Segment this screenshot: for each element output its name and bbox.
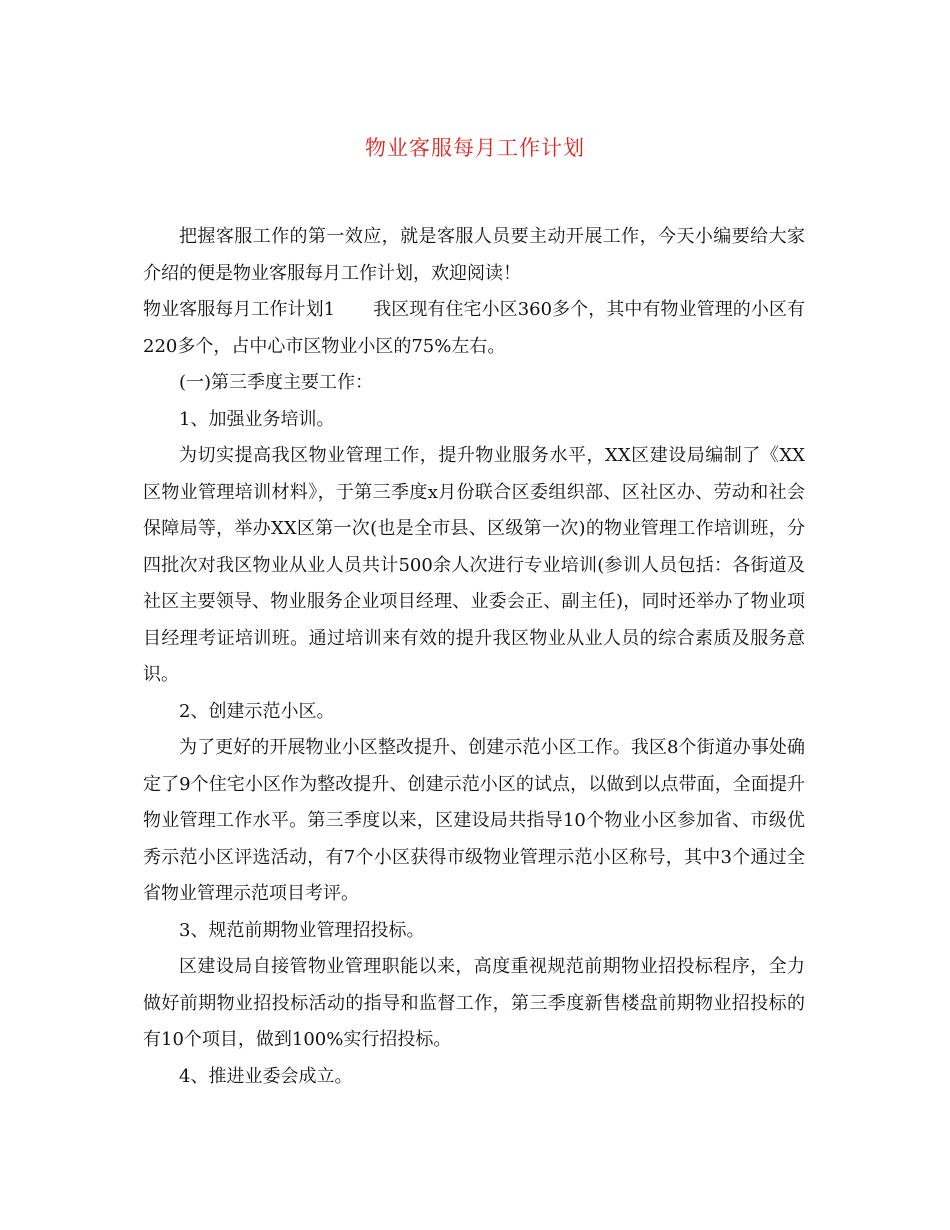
- item4-heading: 4、推进业委会成立。: [179, 1065, 353, 1087]
- document-title: 物业客服每月工作计划: [365, 136, 585, 160]
- plan-paragraph: [143, 292, 805, 365]
- plan-text: 我区现有住宅小区360多个，其中有物业管理的小区有220多个，占中心市区物业小区的75%左右。: [143, 299, 806, 357]
- item3-heading: 3、规范前期物业管理招投标。: [179, 919, 425, 941]
- section-heading: (一)第三季度主要工作：: [179, 372, 374, 393]
- item3-paragraph: 区建设局自接管物业管理职能以来，高度重视规范前期物业招投标程序，全力做好前期物业招投标活动的指导和监督工作，第三季度新售楼盘前期物业招投标的有10个项目，做到100%实行招投标。: [143, 956, 805, 1050]
- document-body: [143, 219, 805, 1095]
- plan-label: 物业客服每月工作计划1: [143, 299, 336, 320]
- item2-heading: 2、创建示范小区。: [179, 700, 335, 722]
- item2-paragraph: 为了更好的开展物业小区整改提升、创建示范小区工作。我区8个街道办事处确定了9个住宅小区作为整改提升、创建示范小区的试点，以做到以点带面，全面提升物业管理工作水平。第三季度以来，区建设局共指导10个物业小区参加省、市级优秀示范小区评选活动，有7个小区获得市级物业管理示范小区称号，其中3个通过全省物业管理示范项目考评。: [143, 737, 805, 904]
- item1-paragraph: 为切实提高我区物业管理工作，提升物业服务水平，XX区建设局编制了《XX区物业管理培训材料》，于第三季度x月份联合区委组织部、区社区办、劳动和社会保障局等，举办XX区第一次(也是全市县、区级第一次)的物业管理工作培训班，分四批次对我区物业从业人员共计500余人次进行专业培训(参训人员包括：各街道及社区主要领导、物业服务企业项目经理、业委会正、副主任)，同时还举办了物业项目经理考证培训班。通过培训来有效的提升我区物业从业人员的综合素质及服务意识。: [143, 445, 805, 685]
- intro-paragraph: 把握客服工作的第一效应，就是客服人员要主动开展工作，今天小编要给大家介绍的便是物业客服每月工作计划，欢迎阅读！: [143, 226, 805, 284]
- item1-heading: 1、加强业务培训。: [179, 408, 335, 430]
